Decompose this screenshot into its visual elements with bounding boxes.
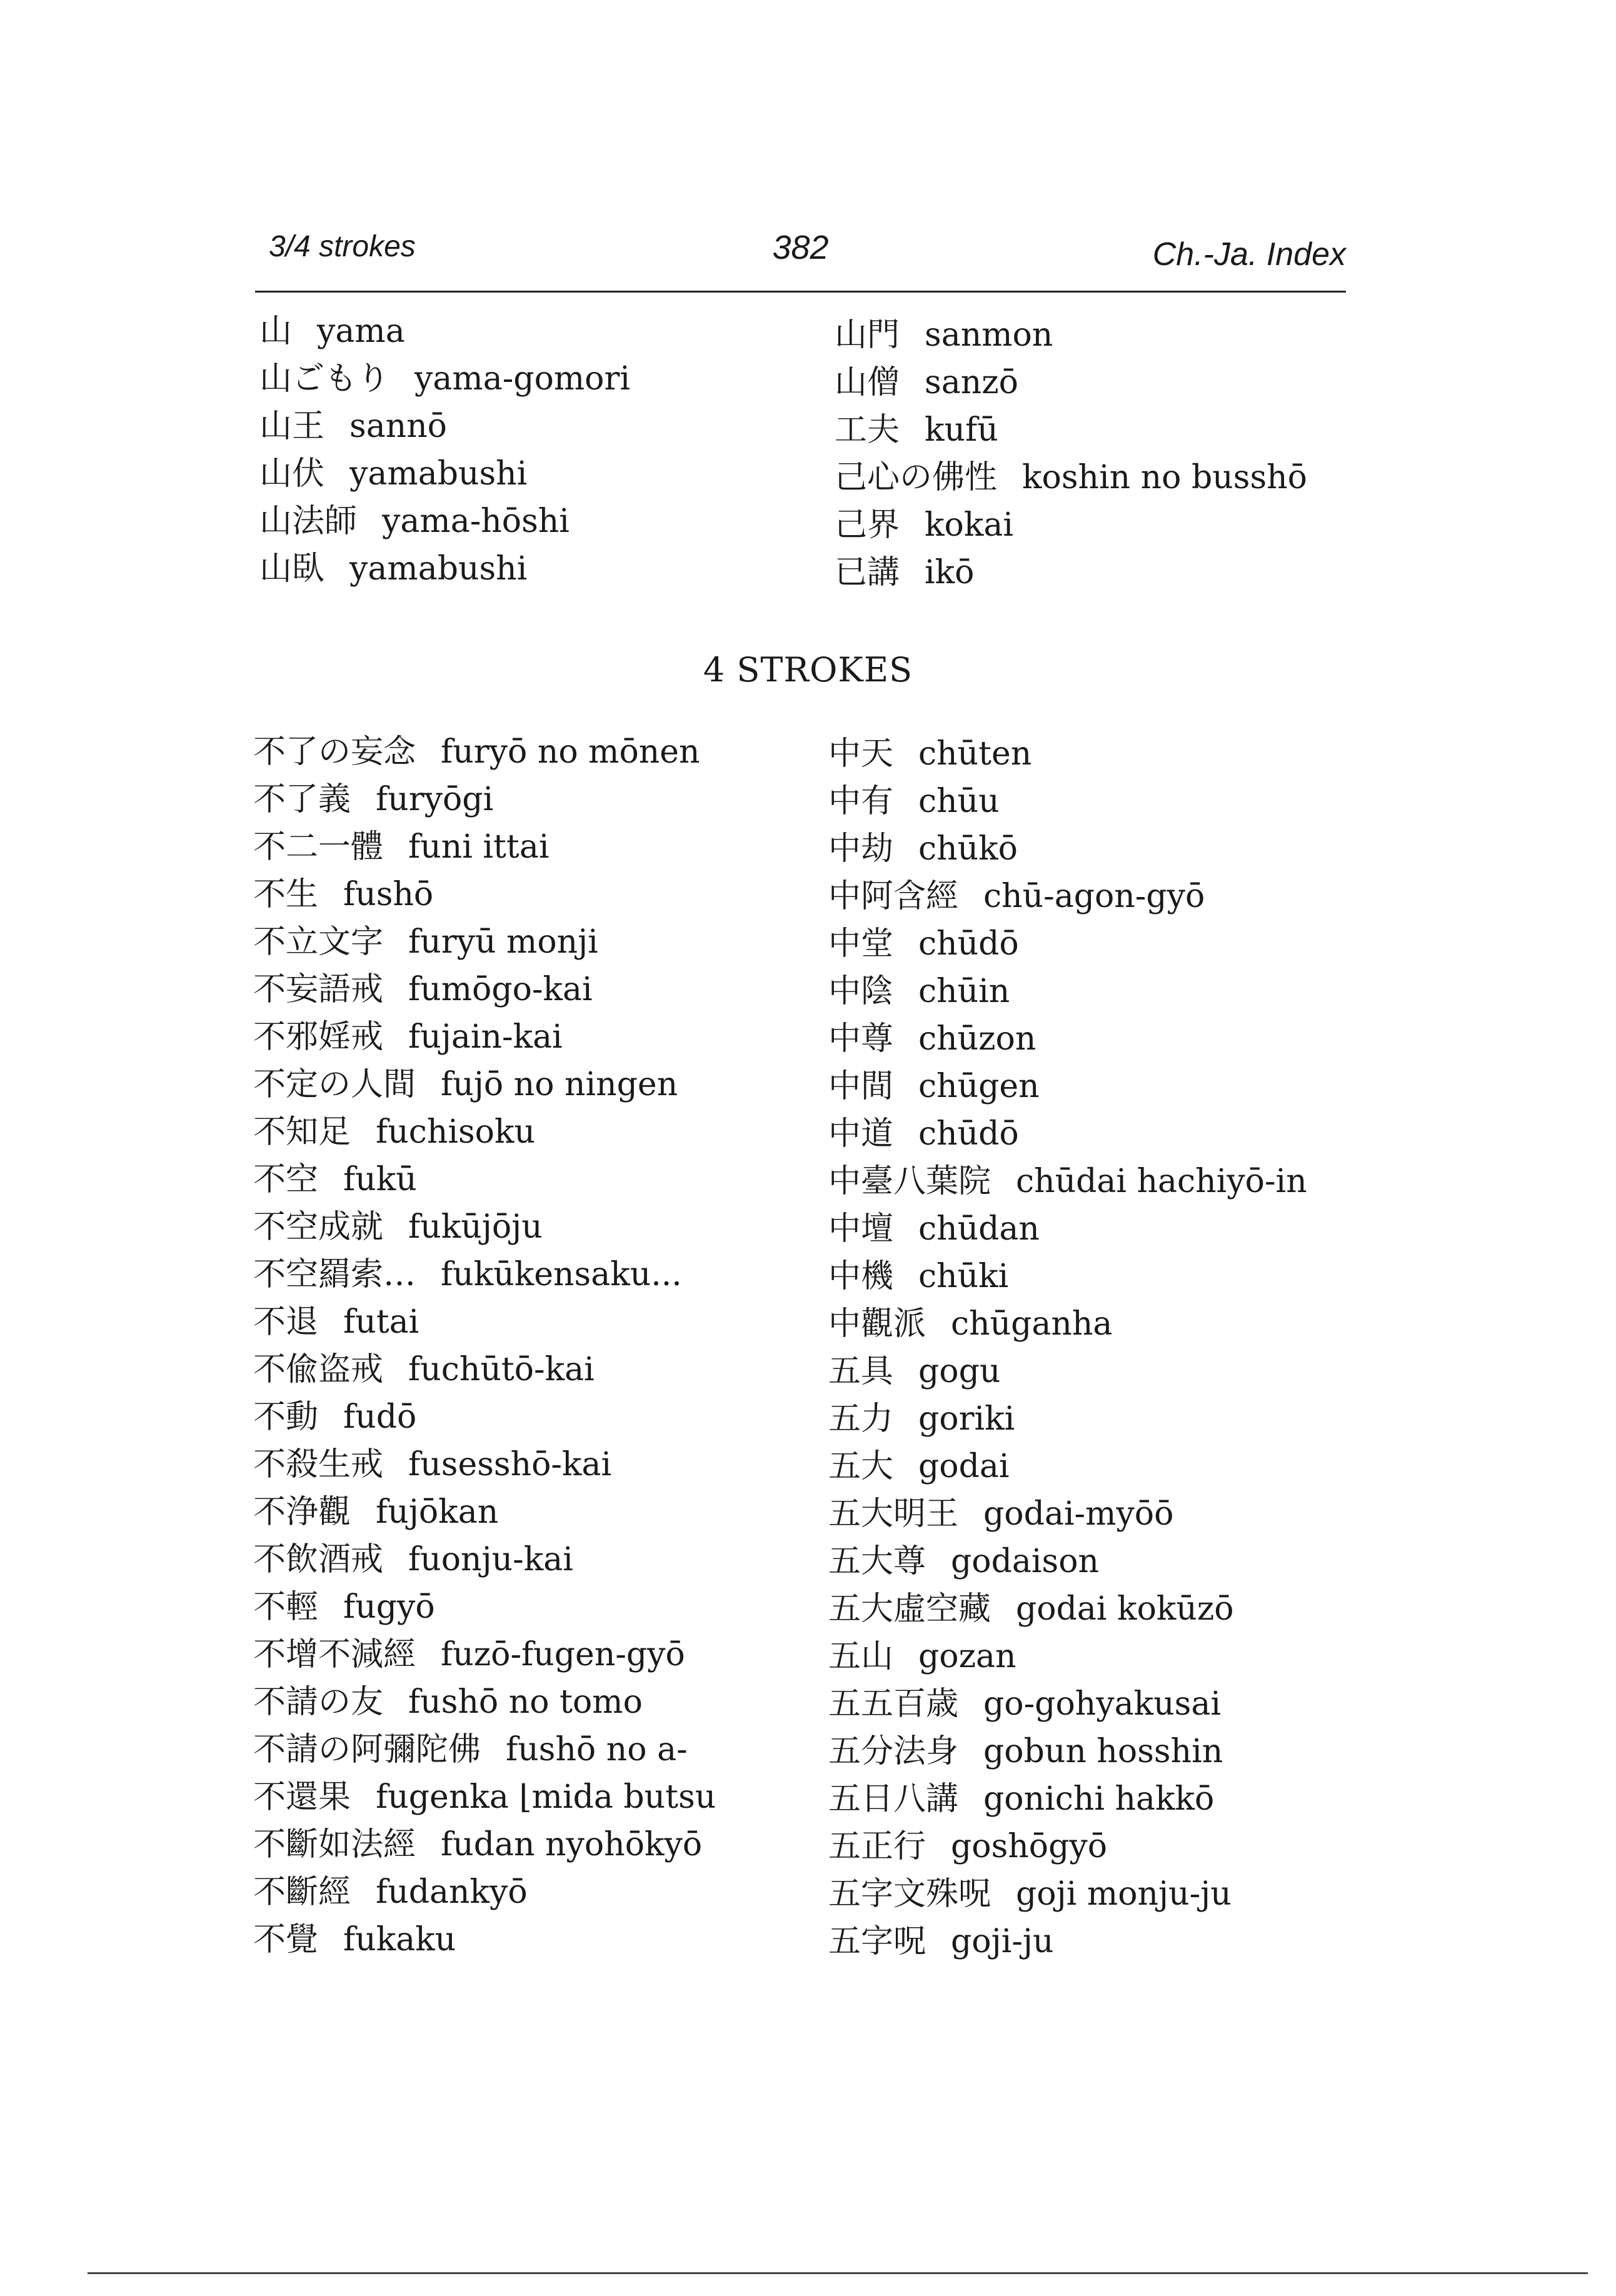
entry-romaji: fugenka ⌊mida butsu [376,1778,716,1816]
entry-romaji: furyō no mōnen [441,733,700,771]
entry-kanji: 山ごもり [259,360,390,398]
entry-romaji: fukū [343,1161,417,1198]
entry-kanji: 中有 [828,783,894,820]
entry-romaji: fudō [343,1398,417,1436]
header-index-label: Ch.-Ja. Index [1152,236,1346,273]
entry-kanji: 已講 [835,554,900,591]
entry-romaji: chūdō [918,1115,1019,1153]
entry-kanji: 不斷經 [253,1873,351,1911]
entry-kanji: 中間 [828,1068,894,1105]
entry-kanji: 己心の佛性 [835,459,998,496]
index-entry [828,1823,1307,1870]
entry-kanji: 山臥 [259,550,325,588]
index-entry [253,871,716,918]
index-entry [253,1583,716,1631]
entry-kanji: 不請の友 [253,1683,384,1721]
entry-romaji: chūganha [951,1305,1113,1343]
entry-kanji: 中道 [828,1115,894,1153]
index-entry [828,825,1307,873]
entry-romaji: sannō [349,408,447,445]
entry-romaji: goriki [918,1400,1015,1438]
entry-kanji: 中阿含經 [828,878,959,915]
index-entry [828,1110,1307,1158]
entry-romaji: chūdō [918,925,1019,963]
entry-romaji: yama [317,313,405,350]
index-entry [253,1108,716,1156]
index-entry [828,1633,1307,1680]
index-entry [828,1348,1307,1395]
entry-romaji: gonichi hakkō [983,1780,1215,1818]
entry-kanji: 中機 [828,1258,894,1295]
entry-kanji: 不了義 [253,781,351,818]
entry-romaji: chūin [918,973,1010,1010]
index-entry [835,454,1307,501]
entry-romaji: fushō no a- [506,1731,688,1768]
entry-romaji: godaison [951,1543,1100,1580]
entry-kanji: 不立文字 [253,923,384,961]
entry-romaji: fushō [343,876,434,913]
entry-kanji: 中尊 [828,1020,894,1058]
entry-romaji: sanmon [925,316,1053,354]
entry-romaji: chūkō [918,830,1018,868]
index-entry [259,498,630,545]
index-entry [253,776,716,823]
entry-romaji: godai-myōō [983,1495,1174,1533]
index-entry [259,545,630,593]
index-entry [828,1063,1307,1110]
entry-romaji: chūten [918,735,1032,773]
entry-romaji: koshin no busshō [1022,459,1307,496]
entry-romaji: goji monju-ju [1016,1875,1232,1913]
entry-kanji: 不斷如法經 [253,1826,416,1863]
header-section-label: 3/4 strokes [269,230,416,263]
index-entry [253,1821,716,1868]
entry-kanji: 中觀派 [828,1305,926,1343]
index-entry [828,1538,1307,1585]
index-entry [835,311,1307,359]
entry-kanji: 五五百歳 [828,1685,959,1723]
entry-kanji: 不飲酒戒 [253,1541,384,1578]
index-entry [253,1773,716,1821]
entry-kanji: 五力 [828,1400,894,1438]
entry-romaji: fuzō-fugen-gyō [441,1636,685,1673]
entry-romaji: chūdan [918,1210,1040,1248]
entry-kanji: 不增不減經 [253,1636,416,1673]
entry-romaji: gogu [918,1353,1001,1390]
entry-kanji: 不還果 [253,1778,351,1816]
index-entry [253,918,716,966]
index-entry [835,406,1307,454]
entry-kanji: 不邪婬戒 [253,1018,384,1056]
index-entry [253,1488,716,1536]
entry-romaji: fujōkan [376,1493,499,1531]
index-entry [253,1203,716,1251]
index-entry [828,1300,1307,1348]
entry-kanji: 工夫 [835,411,900,449]
entry-kanji: 山法師 [259,503,358,540]
index-entry [253,1393,716,1441]
entry-kanji: 不浄觀 [253,1493,351,1531]
entry-romaji: fukūkensaku... [441,1256,682,1293]
entry-romaji: yama-hōshi [382,503,570,540]
entry-kanji: 不知足 [253,1113,351,1151]
entry-kanji: 己界 [835,506,900,544]
entry-kanji: 五分法身 [828,1733,959,1770]
entry-romaji: yamabushi [349,550,528,588]
entry-romaji: goji-ju [951,1923,1054,1960]
index-entry [259,450,630,498]
entry-romaji: fugyō [343,1588,435,1626]
index-entry [835,359,1307,406]
index-entry [253,1013,716,1061]
entry-romaji: goshōgyō [951,1828,1108,1865]
entry-romaji: fuonju-kai [408,1541,573,1578]
entry-kanji: 中壇 [828,1210,894,1248]
index-entry [253,1726,716,1773]
entry-romaji: fuchisoku [376,1113,535,1151]
entry-kanji: 不生 [253,876,319,913]
index-entry [253,1536,716,1583]
entry-romaji: kokai [925,506,1013,544]
top-left-column [259,308,630,593]
bottom-right-column [828,730,1307,1965]
entry-kanji: 不退 [253,1303,319,1341]
section-title: 4 STROKES [703,650,913,689]
entry-kanji: 五具 [828,1353,894,1390]
entry-kanji: 五字呪 [828,1923,926,1960]
entry-kanji: 五大明王 [828,1495,959,1533]
top-right-column [835,311,1307,596]
page-header [255,222,1346,293]
entry-romaji: fukūjōju [408,1208,543,1246]
entry-kanji: 不空羂索… [253,1256,416,1293]
entry-romaji: chūgen [918,1068,1040,1105]
index-entry [253,1441,716,1488]
entry-romaji: fudankyō [376,1873,528,1911]
entry-kanji: 山王 [259,408,325,445]
entry-kanji: 不動 [253,1398,319,1436]
entry-kanji: 五大 [828,1448,894,1485]
index-entry [828,1253,1307,1300]
index-entry [253,1156,716,1203]
entry-kanji: 五正行 [828,1828,926,1865]
index-entry [259,403,630,450]
index-entry [828,1918,1307,1965]
entry-kanji: 不妄語戒 [253,971,384,1008]
index-entry [253,966,716,1013]
index-entry [253,1678,716,1726]
entry-romaji: chūki [918,1258,1009,1295]
entry-romaji: gozan [918,1638,1016,1675]
entry-romaji: go-gohyakusai [983,1685,1221,1723]
entry-romaji: fukaku [343,1921,456,1958]
index-entry [253,1346,716,1393]
index-entry [253,728,716,776]
entry-kanji: 不殺生戒 [253,1446,384,1483]
index-entry [828,1158,1307,1205]
index-entry [828,920,1307,968]
index-entry [828,1490,1307,1538]
index-entry [828,1870,1307,1918]
footer-rule [88,2272,1588,2274]
entry-romaji: fumōgo-kai [408,971,593,1008]
entry-kanji: 五大尊 [828,1543,926,1580]
index-entry [828,778,1307,825]
index-entry [828,1585,1307,1633]
entry-kanji: 山伏 [259,455,325,493]
index-entry [253,1298,716,1346]
index-entry [259,308,630,355]
entry-romaji: ikō [925,554,975,591]
entry-romaji: fusesshō-kai [408,1446,612,1483]
index-entry [253,823,716,871]
entry-romaji: furyōgi [376,781,494,818]
entry-kanji: 山門 [835,316,900,354]
entry-kanji: 不空成就 [253,1208,384,1246]
entry-kanji: 中劫 [828,830,894,868]
entry-kanji: 不二一體 [253,828,384,866]
entry-kanji: 不請の阿彌陀佛 [253,1731,481,1768]
entry-romaji: godai kokūzō [1016,1590,1234,1628]
entry-romaji: fujō no ningen [441,1066,678,1103]
entry-romaji: sanzō [925,364,1018,401]
index-entry [835,501,1307,549]
entry-romaji: funi ittai [408,828,550,866]
index-entry [828,873,1307,920]
entry-kanji: 中陰 [828,973,894,1010]
index-entry [253,1631,716,1678]
entry-kanji: 不輕 [253,1588,319,1626]
index-entry [828,1395,1307,1443]
entry-kanji: 山僧 [835,364,900,401]
entry-kanji: 五山 [828,1638,894,1675]
entry-kanji: 不定の人間 [253,1066,416,1103]
entry-romaji: chūzon [918,1020,1036,1058]
entry-romaji: yama-gomori [414,360,630,398]
entry-kanji: 山 [259,313,293,350]
entry-romaji: chū-agon-gyō [983,878,1205,915]
entry-romaji: chūdai hachiyō-in [1016,1163,1307,1200]
entry-kanji: 不空 [253,1161,319,1198]
entry-romaji: furyū monji [408,923,598,961]
entry-romaji: fushō no tomo [408,1683,643,1721]
index-entry [253,1868,716,1916]
entry-romaji: fujain-kai [408,1018,563,1056]
entry-kanji: 不了の妄念 [253,733,416,771]
index-entry [828,1015,1307,1063]
bottom-left-column [253,728,716,1963]
entry-kanji: 中堂 [828,925,894,963]
entry-kanji: 五日八講 [828,1780,959,1818]
entry-kanji: 不偸盗戒 [253,1351,384,1388]
index-entry [828,1443,1307,1490]
entry-kanji: 中臺八葉院 [828,1163,991,1200]
entry-kanji: 中天 [828,735,894,773]
index-entry [828,968,1307,1015]
entry-kanji: 五大虛空藏 [828,1590,991,1628]
entry-kanji: 五字文殊呪 [828,1875,991,1913]
entry-romaji: fuchūtō-kai [408,1351,595,1388]
index-entry [828,1680,1307,1728]
index-entry [253,1251,716,1298]
index-entry [253,1916,716,1963]
index-entry [828,1775,1307,1823]
index-entry [828,1205,1307,1253]
entry-romaji: chūu [918,783,1000,820]
index-entry [828,1728,1307,1775]
page-number: 382 [772,229,829,266]
entry-romaji: kufū [925,411,998,449]
index-entry [253,1061,716,1108]
index-entry [835,549,1307,596]
entry-romaji: fudan nyohōkyō [441,1826,703,1863]
entry-romaji: gobun hosshin [983,1733,1223,1770]
index-entry [259,355,630,403]
entry-romaji: godai [918,1448,1010,1485]
entry-romaji: futai [343,1303,419,1341]
index-entry [828,730,1307,778]
entry-kanji: 不覺 [253,1921,319,1958]
entry-romaji: yamabushi [349,455,528,493]
